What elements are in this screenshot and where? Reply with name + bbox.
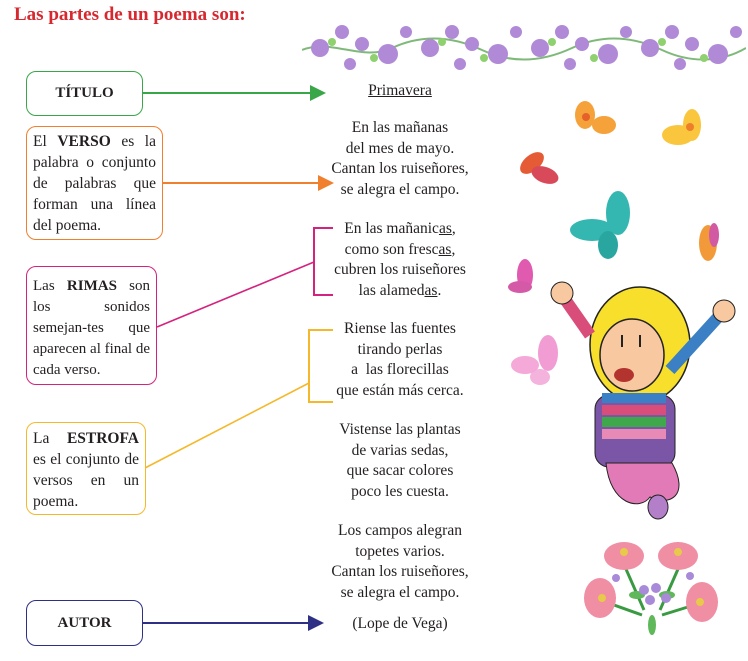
stanza-1 xyxy=(300,118,500,200)
rhyme-ending: as xyxy=(424,281,438,299)
verse: de varias sedas, xyxy=(351,441,449,459)
rimas-keyword: RIMAS xyxy=(66,278,117,294)
page-heading: Las partes de un poema son: xyxy=(14,4,246,25)
verse: a las florecillas xyxy=(351,361,449,378)
verse: que están más cerca. xyxy=(336,381,464,399)
verse: cubren los ruiseñores xyxy=(334,261,466,278)
verse: tirando perlas xyxy=(357,340,443,358)
verse xyxy=(300,219,500,240)
verse: Los campos alegran xyxy=(338,522,462,539)
stanza-2 xyxy=(300,219,500,301)
verso-box xyxy=(26,126,163,240)
verse-text: como son fresc xyxy=(344,240,439,258)
rimas-line xyxy=(157,262,314,327)
butterfly-icon xyxy=(508,259,533,293)
stanza-4 xyxy=(300,420,500,502)
estrofa-definition: es el conjunto de versos en un poema. xyxy=(33,451,139,510)
estrofa-keyword: ESTROFA xyxy=(66,430,139,447)
stanza-3 xyxy=(300,319,500,401)
verse: Riense las fuentes xyxy=(344,320,456,337)
rimas-box xyxy=(26,266,157,385)
estrofa-box xyxy=(26,422,146,515)
verse: se alegra el campo. xyxy=(340,180,460,198)
verso-keyword: VERSO xyxy=(57,133,111,150)
stanza-5 xyxy=(300,521,500,603)
butterfly-icon xyxy=(699,223,719,261)
rimas-pre: Las xyxy=(33,278,67,294)
punct: , xyxy=(451,220,456,237)
girl-jumping-image xyxy=(540,275,748,525)
punct: . xyxy=(437,281,442,299)
rhyme-ending: as xyxy=(438,240,452,258)
butterfly-icon xyxy=(575,101,616,134)
flower-bouquet-image xyxy=(582,540,722,640)
verse: Cantan los ruiseñores, xyxy=(331,563,469,580)
verso-definition: es la palabra o conjunto de palabras que forman una línea del poema. xyxy=(33,133,156,234)
estrofa-pre: La xyxy=(33,430,67,447)
butterfly-icon xyxy=(662,109,701,145)
verse: En las mañanas xyxy=(351,119,449,136)
punct: , xyxy=(451,240,456,258)
rimas-definition: son los sonidos semejan-tes que aparecen al final de cada verso. xyxy=(33,278,151,378)
rhyme-ending: as xyxy=(438,220,452,237)
poem-title: Primavera xyxy=(368,82,432,99)
verse: Vistense las plantas xyxy=(339,421,461,438)
flower-garland-image xyxy=(302,18,746,76)
verse: del mes de mayo. xyxy=(345,139,455,157)
butterfly-icon xyxy=(516,148,561,187)
verse: Cantan los ruiseñores, xyxy=(331,160,469,177)
autor-label: AUTOR xyxy=(57,614,112,631)
verse xyxy=(300,281,500,302)
poem-author: (Lope de Vega) xyxy=(352,615,448,632)
verse: poco les cuesta. xyxy=(351,482,449,500)
verse: topetes varios. xyxy=(355,542,445,560)
verse xyxy=(300,240,500,261)
estrofa-line xyxy=(145,383,309,468)
butterfly-icon xyxy=(570,191,630,259)
titulo-label: TÍTULO xyxy=(55,85,114,101)
verse: que sacar colores xyxy=(346,462,454,479)
verse-text: En las mañanic xyxy=(344,220,439,237)
verse-text: las alamed xyxy=(358,281,425,299)
verse: se alegra el campo. xyxy=(340,583,460,601)
verso-pre: El xyxy=(33,133,58,150)
autor-box xyxy=(26,600,143,646)
titulo-box xyxy=(26,71,143,116)
